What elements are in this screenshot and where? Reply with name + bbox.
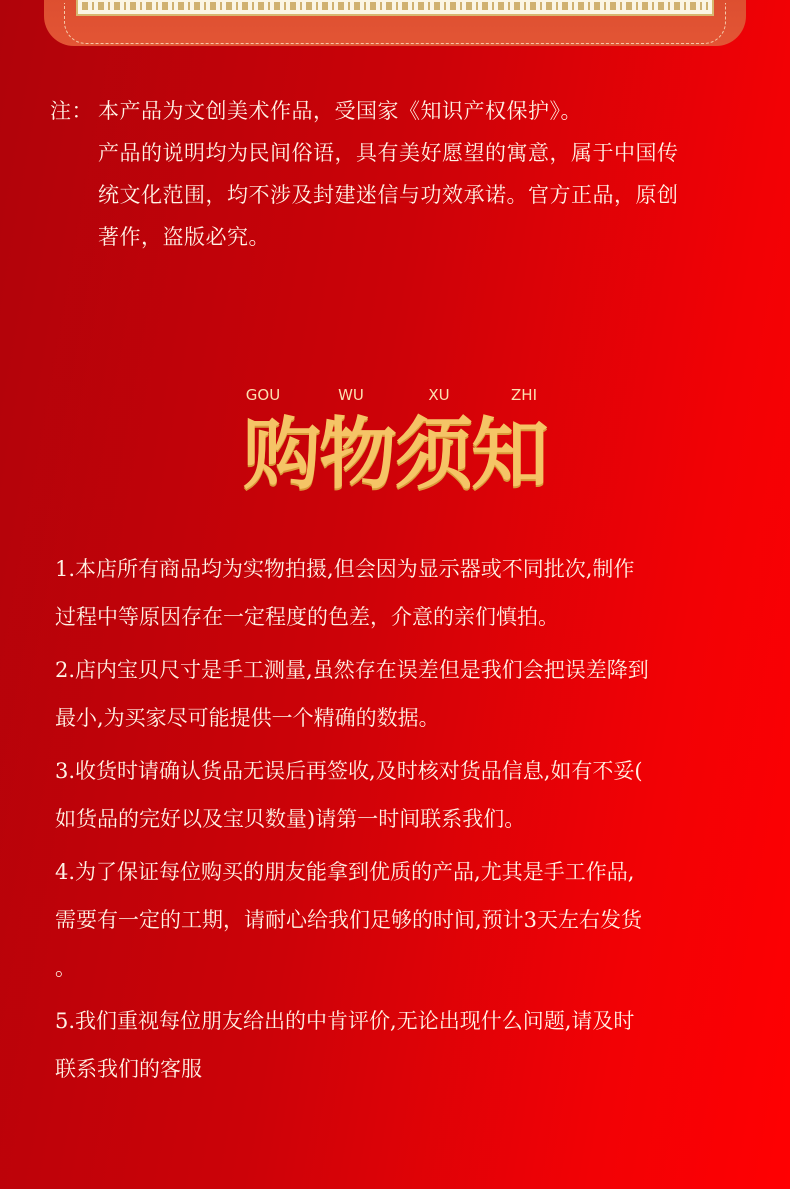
- note-line: 本产品为文创美术作品，受国家《知识产权保护》。: [98, 99, 582, 123]
- rule-line: 3.收货时请确认货品无误后再签收,及时核对货品信息,如有不妥(: [55, 759, 643, 783]
- frame-paper-panel: [76, 0, 714, 16]
- rule-line: 需要有一定的工期，请耐心给我们足够的时间,预计3天左右发货: [55, 908, 643, 932]
- page-title: 购物须知: [242, 410, 547, 500]
- rule-line: 4.为了保证每位购买的朋友能拿到优质的产品,尤其是手工作品,: [55, 860, 635, 884]
- rule-line: 5.我们重视每位朋友给出的中肯评价,无论出现什么问题,请及时: [55, 1009, 635, 1033]
- rule-line: 过程中等原因存在一定程度的色差，介意的亲们慎拍。: [55, 605, 559, 629]
- rule-line: 。: [55, 956, 76, 980]
- top-decorative-frame: [44, 0, 746, 46]
- note-line: 产品的说明均为民间俗语，具有美好愿望的寓意，属于中国传: [98, 141, 679, 165]
- pinyin-gou: GOU: [245, 386, 281, 404]
- pinyin-zhi: ZHI: [511, 386, 537, 404]
- rule-item-5: [55, 997, 745, 1093]
- copyright-note: [50, 90, 760, 258]
- rule-line: 最小,为买家尽可能提供一个精确的数据。: [55, 706, 440, 730]
- note-line: 统文化范围，均不涉及封建迷信与功效承诺。官方正品，原创: [98, 183, 679, 207]
- pinyin-xu: XU: [428, 386, 450, 404]
- rule-line: 1.本店所有商品均为实物拍摄,但会因为显示器或不同批次,制作: [55, 557, 635, 581]
- rule-item-1: [55, 545, 745, 641]
- rule-line: 联系我们的客服: [55, 1057, 202, 1081]
- fret-pattern-border: [82, 2, 708, 10]
- note-label: 注：: [50, 99, 93, 123]
- rule-item-2: [55, 646, 745, 742]
- rule-line: 2.店内宝贝尺寸是手工测量,虽然存在误差但是我们会把误差降到: [55, 658, 649, 682]
- rule-item-3: [55, 747, 745, 843]
- rule-item-4: [55, 848, 745, 992]
- shopping-rules: [55, 545, 745, 1098]
- title-pinyin: [0, 386, 790, 406]
- rule-line: 如货品的完好以及宝贝数量)请第一时间联系我们。: [55, 807, 526, 831]
- pinyin-wu: WU: [338, 386, 364, 404]
- note-line: 著作，盗版必究。: [98, 225, 270, 249]
